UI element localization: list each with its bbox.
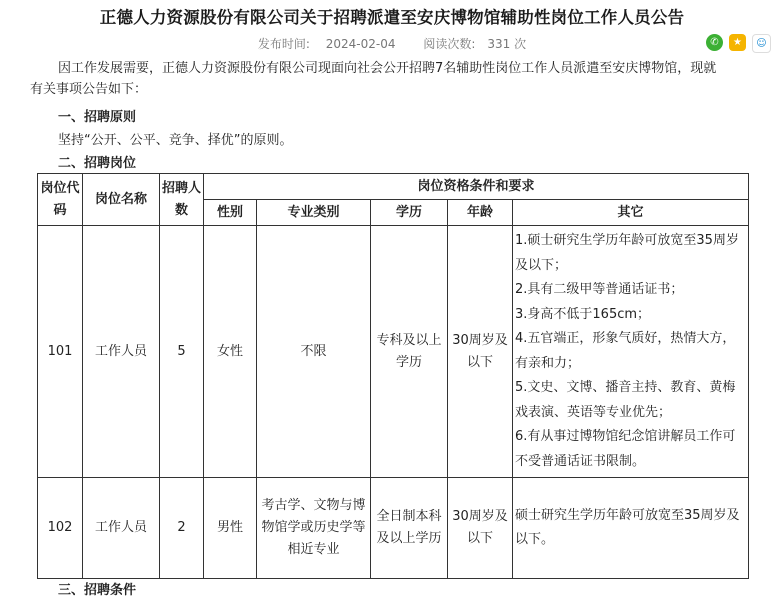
qq-icon[interactable]: ☺ [752, 34, 771, 53]
header-age: 年龄 [448, 200, 513, 226]
requirement-line: 6.有从事过博物馆纪念馆讲解员工作可不受普通话证书限制。 [515, 429, 736, 469]
requirement-line: 2.具有二级甲等普通话证书； [515, 282, 684, 297]
cell-count: 5 [160, 226, 204, 478]
cell-gender: 男性 [204, 478, 257, 579]
publish-label: 发布时间: [257, 37, 310, 51]
header-code: 岗位代码 [38, 174, 83, 226]
cell-other [513, 226, 749, 478]
section-heading-conditions: 三、招聘条件 [58, 583, 137, 598]
cell-education: 专科及以上学历 [371, 226, 448, 478]
article-meta [0, 35, 784, 52]
share-bar [706, 34, 771, 53]
article-title: 正德人力资源股份有限公司关于招聘派遣至安庆博物馆辅助性岗位工作人员公告 [99, 8, 685, 27]
table-row [38, 226, 749, 478]
section-heading-principle: 一、招聘原则 [58, 110, 137, 125]
reads-label: 阅读次数: [423, 37, 476, 51]
header-name: 岗位名称 [83, 174, 160, 226]
header-count: 招聘人数 [160, 174, 204, 226]
requirement-line: 3.身高不低于165cm； [515, 306, 651, 322]
cell-age: 30周岁及以下 [448, 226, 513, 478]
positions-table [37, 173, 749, 579]
principle-text: 坚持“公开、公平、竞争、择优”的原则。 [58, 133, 293, 148]
section-heading-positions: 二、招聘岗位 [58, 156, 137, 171]
intro-paragraph: 因工作发展需要，正德人力资源股份有限公司现面向社会公开招聘7名辅助性岗位工作人员派遣至安庆博物馆，现就有关事项公告如下： [30, 61, 717, 97]
requirement-line: 5.文史、文博、播音主持、教育、黄梅戏表演、英语等专业优先； [515, 380, 736, 420]
cell-major: 不限 [257, 226, 371, 478]
header-requirements: 岗位资格条件和要求 [204, 174, 749, 200]
cell-name: 工作人员 [83, 226, 160, 478]
reads-count: 331 次 [487, 37, 527, 51]
requirement-line: 4.五官端正，形象气质好，热情大方，有亲和力； [515, 331, 736, 371]
cell-education: 全日制本科及以上学历 [371, 478, 448, 579]
cell-code: 101 [38, 226, 83, 478]
cell-name: 工作人员 [83, 478, 160, 579]
cell-major: 考古学、文物与博物馆学或历史学等相近专业 [257, 478, 371, 579]
header-gender: 性别 [204, 200, 257, 226]
requirement-line: 硕士研究生学历年龄可放宽至35周岁及以下。 [515, 507, 740, 547]
cell-other [513, 478, 749, 579]
publish-date: 2024-02-04 [325, 37, 396, 51]
requirement-line: 1.硕士研究生学历年龄可放宽至35周岁及以下； [515, 233, 739, 273]
header-major: 专业类别 [257, 200, 371, 226]
cell-count: 2 [160, 478, 204, 579]
table-row [38, 478, 749, 579]
cell-code: 102 [38, 478, 83, 579]
wechat-icon[interactable]: ✆ [706, 34, 723, 51]
cell-age: 30周岁及以下 [448, 478, 513, 579]
cell-gender: 女性 [204, 226, 257, 478]
header-other: 其它 [513, 200, 749, 226]
qzone-icon[interactable]: ★ [729, 34, 746, 51]
header-education: 学历 [371, 200, 448, 226]
